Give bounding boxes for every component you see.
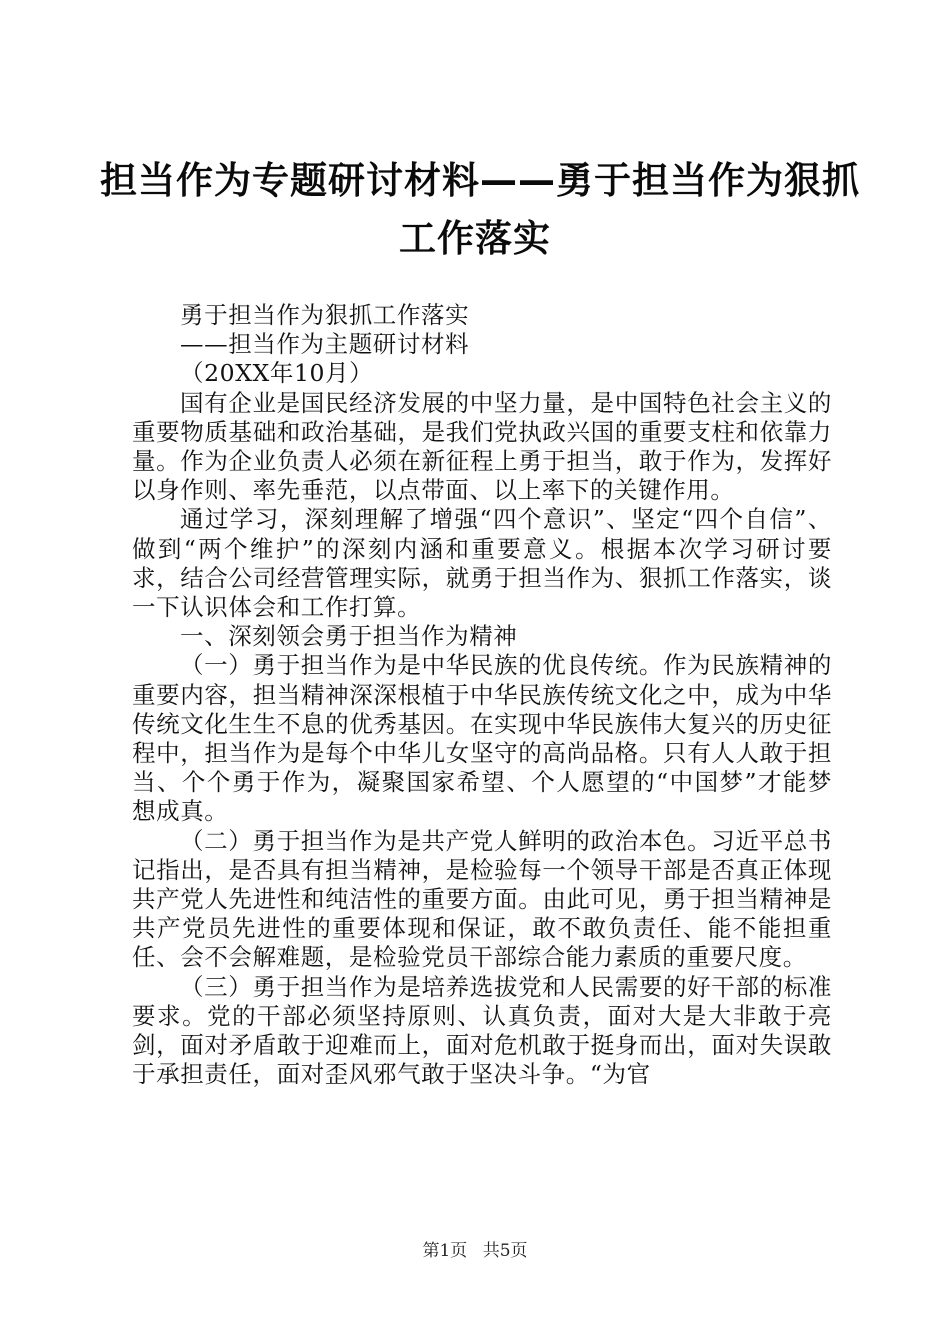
section-sub-heading: ——担当作为主题研讨材料: [180, 330, 470, 359]
page-footer: [0, 1240, 950, 1262]
section-main-heading: 勇于担当作为狠抓工作落实: [180, 301, 470, 329]
page-total: 共5页: [482, 1241, 528, 1261]
document-title-line-2: 工作落实: [399, 217, 551, 260]
paragraph-point-2: （二）勇于担当作为是共产党人鲜明的政治本色。习近平总书记指出，是否具有担当精神，是检验每一个领导干部是否真正体现共产党人先进性和纯洁性的重要方面。由此可见，勇于担当精神是共产党员先进性的重要体现和保证，敢不敢负责任、能不能担重任、会不会解难题，是检验党员干部综合能力素质的重要尺度。: [132, 826, 832, 972]
document-date: （20XX年10月）: [180, 359, 374, 388]
document-title-line-1: 担当作为专题研讨材料——勇于担当作为狠抓: [100, 159, 860, 202]
page-number: 第1页: [422, 1241, 468, 1261]
paragraph-point-3: （三）勇于担当作为是培养选拔党和人民需要的好干部的标准要求。党的干部必须坚持原则、认真负责，面对大是大非敢于亮剑，面对矛盾敢于迎难而上，面对危机敢于挺身而出，面对失误敢于承担责任，面对歪风邪气敢于坚决斗争。“为官: [132, 972, 832, 1089]
section-heading-1: 一、深刻领会勇于担当作为精神: [180, 622, 518, 651]
paragraph-point-1: （一）勇于担当作为是中华民族的优良传统。作为民族精神的重要内容，担当精神深深根植于中华民族传统文化之中，成为中华传统文化生生不息的优秀基因。在实现中华民族伟大复兴的历史征程中，担当作为是每个中华儿女坚守的高尚品格。只有人人敢于担当、个个勇于作为，凝聚国家希望、个人愿望的“中国梦”才能梦想成真。: [132, 651, 832, 826]
paragraph-intro: 国有企业是国民经济发展的中坚力量，是中国特色社会主义的重要物质基础和政治基础，是我们党执政兴国的重要支柱和依靠力量。作为企业负责人必须在新征程上勇于担当，敢于作为，发挥好以身作则、率先垂范，以点带面、以上率下的关键作用。: [132, 388, 832, 505]
document-title: [100, 152, 860, 268]
document-body: [132, 301, 832, 1089]
paragraph-study: 通过学习，深刻理解了增强“四个意识”、坚定“四个自信”、做到“两个维护”的深刻内涵和重要意义。根据本次学习研讨要求，结合公司经营管理实际，就勇于担当作为、狠抓工作落实，谈一下认识体会和工作打算。: [132, 505, 832, 622]
